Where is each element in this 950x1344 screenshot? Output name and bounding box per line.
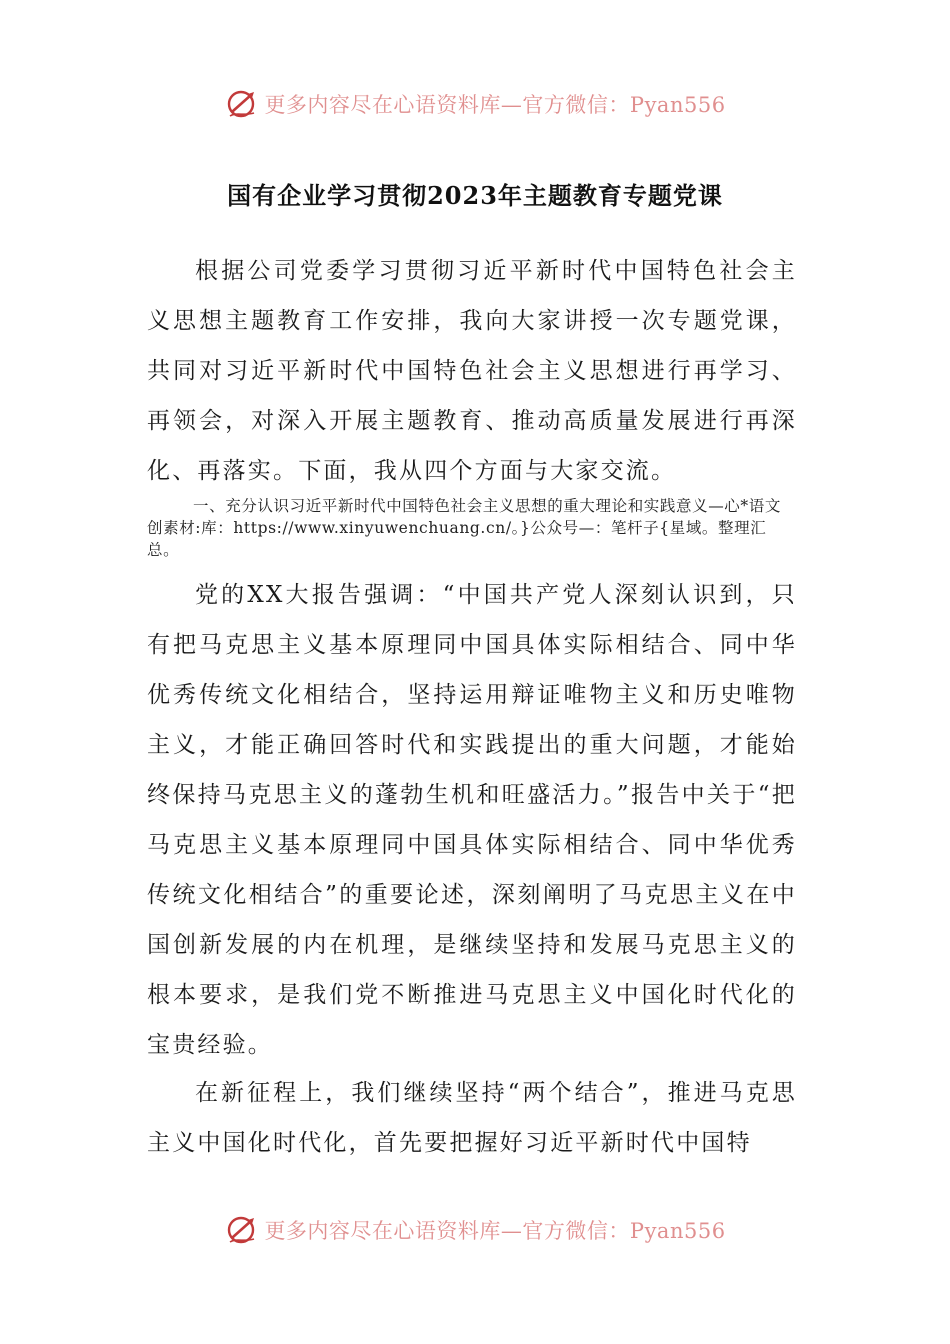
pen-circle-logo-icon: [224, 1212, 260, 1248]
document-title: 国有企业学习贯彻2023年主题教育专题党课: [227, 181, 723, 210]
watermark-text: 更多内容尽在心语资料库—官方微信：Pyan556: [264, 1219, 726, 1243]
paragraph-report-quote: 党的XX大报告强调：“中国共产党人深刻认识到，只有把马克思主义基本原理同中国具体实际相结合、同中华优秀传统文化相结合，坚持运用辩证唯物主义和历史唯物主义，才能正确回答时代和实践提出的重大问题，才能始终保持马克思主义的蓬勃生机和旺盛活力。”报告中关于“把马克思主义基本原理同中国具体实际相结合、同中华优秀传统文化相结合”的重要论述，深刻阐明了马克思主义在中国创新发展的内在机理，是继续坚持和发展马克思主义的根本要求，是我们党不断推进马克思主义中国化时代化的宝贵经验。: [147, 582, 797, 1058]
paragraph-new-journey: 在新征程上，我们继续坚持“两个结合”，推进马克思主义中国化时代化，首先要把握好习近平新时代中国特: [147, 1080, 797, 1156]
paragraph-intro: 根据公司党委学习贯彻习近平新时代中国特色社会主义思想主题教育工作安排，我向大家讲授一次专题党课，共同对习近平新时代中国特色社会主义思想进行再学习、再领会，对深入开展主题教育、推动高质量发展进行再深化、再落实。下面，我从四个方面与大家交流。: [147, 258, 797, 484]
section-heading-inserted-note: 一、充分认识习近平新时代中国特色社会主义思想的重大理论和实践意义—心*语文创素材:库：https://www.xinyuwenchuang.cn/。}公众号—：笔杆子{星域。整理汇总。: [147, 497, 781, 559]
footer-watermark: [0, 1208, 950, 1252]
pen-circle-logo-icon: [224, 86, 260, 122]
header-watermark: [0, 82, 950, 126]
watermark-text: 更多内容尽在心语资料库—官方微信：Pyan556: [264, 93, 726, 117]
